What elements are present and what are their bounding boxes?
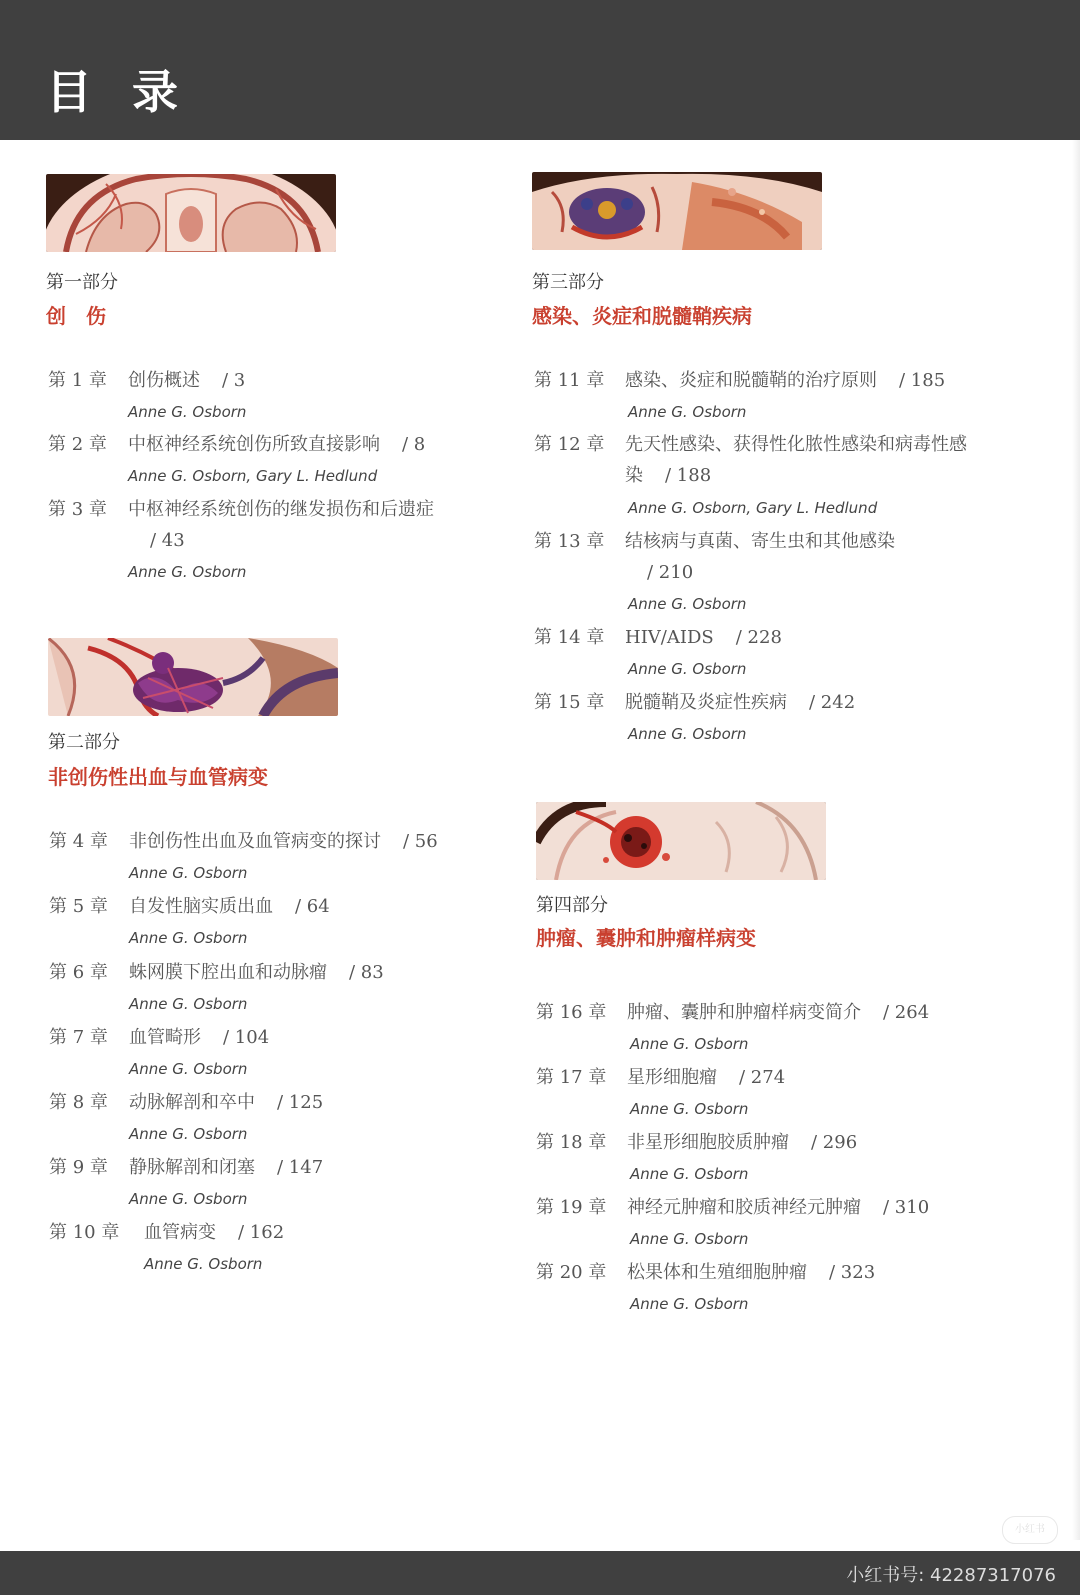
chapter-18-page: / 296 — [811, 1132, 858, 1153]
chapter-18-author: Anne G. Osborn — [630, 1165, 749, 1183]
chapter-16-author: Anne G. Osborn — [630, 1035, 749, 1053]
chapter-12-title: 先天性感染、获得性化脓性感染和病毒性感染 / 188 — [625, 434, 967, 486]
chapter-1-number: 第 1 章 — [48, 370, 107, 391]
chapter-19-title: 神经元肿瘤和胶质神经元肿瘤 / 310 — [627, 1197, 930, 1218]
chapter-16-page: / 264 — [883, 1002, 930, 1023]
chapter-1-page: / 3 — [222, 370, 246, 391]
chapter-18-title: 非星形细胞胶质肿瘤 / 296 — [627, 1132, 858, 1153]
chapter-9-title: 静脉解剖和闭塞 / 147 — [129, 1157, 324, 1178]
part3-infection-illustration — [532, 172, 822, 250]
chapter-13-author: Anne G. Osborn — [628, 595, 747, 613]
chapter-6-page: / 83 — [349, 962, 384, 983]
chapter-20-title: 松果体和生殖细胞肿瘤 / 323 — [627, 1262, 876, 1283]
chapter-13-number: 第 13 章 — [534, 531, 605, 552]
chapter-7-page: / 104 — [223, 1027, 270, 1048]
chapter-14-author: Anne G. Osborn — [628, 660, 747, 678]
chapter-16-number: 第 16 章 — [536, 1002, 607, 1023]
chapter-16-title: 肿瘤、囊肿和肿瘤样病变简介 / 264 — [627, 1002, 930, 1023]
chapter-5-number: 第 5 章 — [49, 896, 108, 917]
chapter-2-page: / 8 — [402, 434, 426, 455]
chapter-8-author: Anne G. Osborn — [129, 1125, 248, 1143]
chapter-3-page: / 43 — [150, 530, 185, 551]
watermark-account-text: 小红书号: 42287317076 — [846, 1565, 1056, 1586]
chapter-2-title: 中枢神经系统创伤所致直接影响 / 8 — [128, 434, 426, 455]
page-edge-shadow — [1072, 140, 1080, 1540]
chapter-15-author: Anne G. Osborn — [628, 725, 747, 743]
part1-brain-illustration — [46, 174, 336, 252]
part2-title: 非创伤性出血与血管病变 — [48, 765, 268, 789]
chapter-10-title: 血管病变 / 162 — [144, 1222, 285, 1243]
part3-label: 第三部分 — [532, 272, 604, 293]
chapter-8-page: / 125 — [277, 1092, 324, 1113]
part4-tumor-illustration — [536, 802, 826, 880]
chapter-12-number: 第 12 章 — [534, 434, 605, 455]
chapter-11-title: 感染、炎症和脱髓鞘的治疗原则 / 185 — [625, 370, 946, 391]
chapter-20-author: Anne G. Osborn — [630, 1295, 749, 1313]
chapter-4-page: / 56 — [403, 831, 438, 852]
chapter-7-author: Anne G. Osborn — [129, 1060, 248, 1078]
chapter-19-author: Anne G. Osborn — [630, 1230, 749, 1248]
chapter-17-title: 星形细胞瘤 / 274 — [627, 1067, 786, 1088]
chapter-5-title: 自发性脑实质出血 / 64 — [129, 896, 330, 917]
chapter-6-number: 第 6 章 — [49, 962, 108, 983]
chapter-10-page: / 162 — [238, 1222, 285, 1243]
chapter-3-number: 第 3 章 — [48, 499, 107, 520]
chapter-4-title: 非创伤性出血及血管病变的探讨 / 56 — [129, 831, 438, 852]
chapter-4-number: 第 4 章 — [49, 831, 108, 852]
chapter-19-number: 第 19 章 — [536, 1197, 607, 1218]
part4-title: 肿瘤、囊肿和肿瘤样病变 — [536, 926, 756, 950]
chapter-7-title: 血管畸形 / 104 — [129, 1027, 270, 1048]
chapter-3-author: Anne G. Osborn — [128, 563, 247, 581]
chapter-15-title: 脱髓鞘及炎症性疾病 / 242 — [625, 692, 856, 713]
chapter-18-number: 第 18 章 — [536, 1132, 607, 1153]
part3-title: 感染、炎症和脱髓鞘疾病 — [532, 304, 752, 328]
chapter-1-author: Anne G. Osborn — [128, 403, 247, 421]
chapter-2-number: 第 2 章 — [48, 434, 107, 455]
chapter-5-page: / 64 — [295, 896, 330, 917]
chapter-2-author: Anne G. Osborn, Gary L. Hedlund — [128, 467, 378, 485]
chapter-17-page: / 274 — [739, 1067, 786, 1088]
chapter-6-title: 蛛网膜下腔出血和动脉瘤 / 83 — [129, 962, 384, 983]
chapter-4-author: Anne G. Osborn — [129, 864, 248, 882]
part1-title: 创 伤 — [46, 304, 106, 328]
chapter-9-author: Anne G. Osborn — [129, 1190, 248, 1208]
chapter-20-page: / 323 — [829, 1262, 876, 1283]
chapter-8-title: 动脉解剖和卒中 / 125 — [129, 1092, 324, 1113]
chapter-13-page: / 210 — [647, 562, 694, 583]
chapter-6-author: Anne G. Osborn — [129, 995, 248, 1013]
chapter-5-author: Anne G. Osborn — [129, 929, 248, 947]
chapter-19-page: / 310 — [883, 1197, 930, 1218]
footer-bar — [0, 1551, 1080, 1595]
chapter-14-page: / 228 — [735, 627, 782, 648]
chapter-1-title: 创伤概述 / 3 — [128, 370, 246, 391]
page-title: 目录 — [46, 65, 218, 119]
chapter-9-number: 第 9 章 — [49, 1157, 108, 1178]
chapter-7-number: 第 7 章 — [49, 1027, 108, 1048]
chapter-14-number: 第 14 章 — [534, 627, 605, 648]
part2-vascular-illustration — [48, 638, 338, 716]
chapter-13-title: 结核病与真菌、寄生虫和其他感染 / 210 — [625, 531, 895, 583]
chapter-11-page: / 185 — [899, 370, 946, 391]
chapter-12-author: Anne G. Osborn, Gary L. Hedlund — [628, 499, 878, 517]
part2-label: 第二部分 — [48, 732, 120, 753]
page-header — [0, 0, 1080, 140]
chapter-14-title: HIV/AIDS / 228 — [625, 627, 782, 648]
chapter-17-author: Anne G. Osborn — [630, 1100, 749, 1118]
part1-label: 第一部分 — [46, 272, 118, 293]
chapter-20-number: 第 20 章 — [536, 1262, 607, 1283]
chapter-11-number: 第 11 章 — [534, 370, 605, 391]
chapter-12-page: / 188 — [665, 465, 712, 486]
chapter-10-number: 第 10 章 — [49, 1222, 120, 1243]
chapter-8-number: 第 8 章 — [49, 1092, 108, 1113]
part4-label: 第四部分 — [536, 895, 608, 916]
chapter-9-page: / 147 — [277, 1157, 324, 1178]
chapter-10-author: Anne G. Osborn — [144, 1255, 263, 1273]
chapter-15-number: 第 15 章 — [534, 692, 605, 713]
chapter-15-page: / 242 — [809, 692, 856, 713]
chapter-17-number: 第 17 章 — [536, 1067, 607, 1088]
watermark-badge: 小红书 — [1002, 1516, 1058, 1544]
chapter-3-title: 中枢神经系统创伤的继发损伤和后遗症 / 43 — [128, 499, 434, 551]
chapter-11-author: Anne G. Osborn — [628, 403, 747, 421]
